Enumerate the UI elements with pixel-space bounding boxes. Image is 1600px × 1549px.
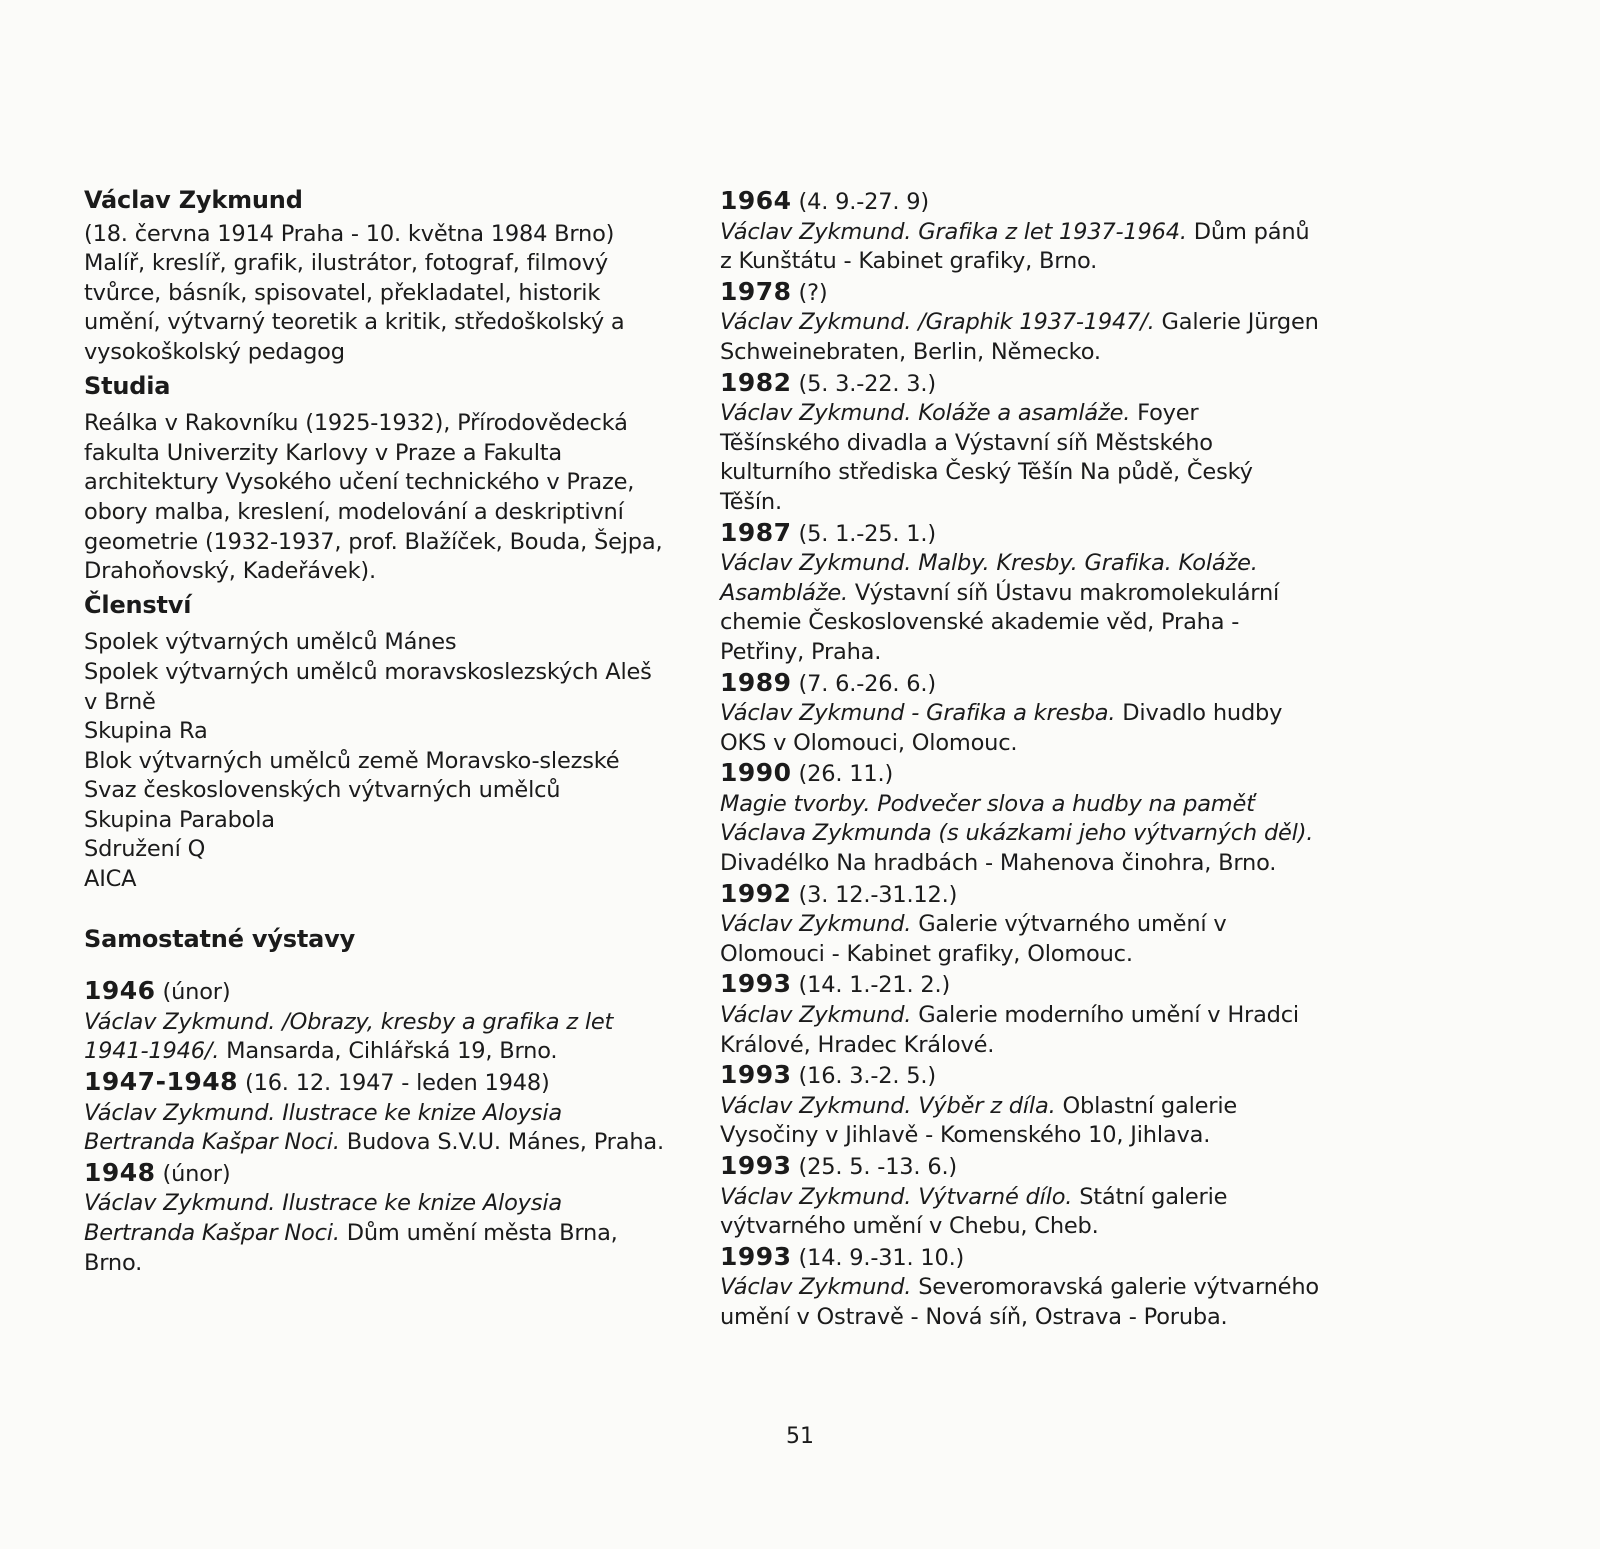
exhibition-date: (16. 3.-2. 5.)	[791, 1063, 936, 1090]
exhibition-date: (3. 12.-31.12.)	[791, 881, 958, 908]
exhibition-title: Václav Zykmund. /Graphik 1937-1947/.	[720, 309, 1155, 336]
exhibition-venue: Galerie výtvarného umění v Olomouci - Kabinet grafiky, Olomouc.	[720, 911, 1227, 967]
exhibition-year: 1993	[720, 1060, 792, 1090]
exhibition-date: (únor)	[155, 979, 231, 1006]
membership-item: Sdružení Q	[84, 836, 206, 863]
exhibition-year: 1964	[720, 186, 792, 215]
studia-text: Reálka v Rakovníku (1925-1932), Přírodovědecká fakulta Univerzity Karlovy v Praze a Fakulta architektury Vysokého učení technického v Praze, obory malba, kreslení, modelování a deskriptivní geometrie (1932-1937, prof. Blažíček, Bouda, Šejpa, Drahoňovský, Kadeřávek).	[84, 410, 663, 585]
exhibition-entry	[720, 518, 1320, 668]
exhibition-year: 1978	[720, 276, 792, 306]
exhibition-date: (únor)	[155, 1160, 231, 1187]
exhibition-entry	[720, 1242, 1320, 1333]
exhibition-year: 1993	[720, 1241, 792, 1271]
exhibition-entry	[720, 668, 1320, 759]
exhibition-venue: Galerie Jürgen Schweinebraten, Berlin, Německo.	[720, 309, 1319, 365]
exhibition-date: (5. 1.-25. 1.)	[791, 520, 936, 547]
exhibition-venue: Mansarda, Cihlářská 19, Brno.	[219, 1038, 558, 1065]
membership-item: Skupina Parabola	[84, 806, 275, 833]
exhibition-venue: Dům umění města Brna, Brno.	[84, 1220, 618, 1276]
exhibition-venue: Severomoravská galerie výtvarného umění v Ostravě - Nová síň, Ostrava - Poruba.	[720, 1274, 1319, 1330]
exhibition-date: (14. 1.-21. 2.)	[791, 972, 951, 999]
studia-heading: Studia	[84, 371, 171, 400]
exhibition-title: Václav Zykmund. Ilustrace ke knize Aloysia Bertranda Kašpar Noci.	[84, 1190, 562, 1246]
exhibition-date: (?)	[791, 279, 828, 306]
exhibition-date: (5. 3.-22. 3.)	[791, 370, 936, 397]
exhibition-year: 1948	[84, 1157, 156, 1187]
exhibition-entry	[720, 758, 1320, 878]
exhibition-title: Václav Zykmund - Grafika a kresba.	[720, 700, 1116, 727]
membership-list	[84, 628, 664, 894]
exhibition-year: 1946	[84, 976, 156, 1006]
membership-item: Svaz československých výtvarných umělců	[84, 777, 561, 804]
exhibition-date: (4. 9.-27. 9)	[791, 189, 929, 215]
exhibition-entry	[720, 879, 1320, 970]
exhibition-venue: Dům pánů z Kunštátu - Kabinet grafiky, Brno.	[720, 218, 1310, 275]
exhibition-entry	[84, 1158, 664, 1278]
exhibition-entry	[720, 186, 1320, 277]
membership-item: AICA	[84, 866, 137, 893]
exhibition-title: Václav Zykmund. Malby. Kresby. Grafika. Koláže. Asambláže.	[720, 550, 1258, 606]
exhibition-title: Magie tvorby. Podvečer slova a hudby na paměť Václava Zykmunda (s ukázkami jeho výtvarných děl).	[720, 790, 1314, 847]
exhibition-date: (7. 6.-26. 6.)	[791, 670, 936, 697]
exhibition-year: 1982	[720, 367, 792, 397]
clenstvi-heading: Členství	[84, 590, 192, 619]
exhibition-venue: Státní galerie výtvarného umění v Chebu, Cheb.	[720, 1183, 1228, 1240]
exhibition-title: Václav Zykmund.	[720, 1274, 912, 1301]
membership-item: Spolek výtvarných umělců Mánes	[84, 629, 457, 656]
exhibition-title: Václav Zykmund.	[720, 911, 912, 938]
exhibition-venue: Oblastní galerie Vysočiny v Jihlavě - Komenského 10, Jihlava.	[720, 1092, 1238, 1149]
exhibition-year: 1987	[720, 517, 792, 547]
exhibition-title: Václav Zykmund. Koláže a asamláže.	[720, 400, 1131, 427]
exhibition-entry	[720, 969, 1320, 1060]
membership-item: Spolek výtvarných umělců moravskoslezských Aleš v Brně	[84, 658, 652, 715]
exhibition-date: (14. 9.-31. 10.)	[791, 1244, 965, 1271]
exhibition-venue: Divadlo hudby OKS v Olomouci, Olomouc.	[720, 700, 1283, 756]
exhibition-entry	[720, 368, 1320, 518]
exhibition-year: 1947-1948	[84, 1067, 239, 1097]
exhibition-entry	[84, 976, 664, 1067]
exhibition-entry	[720, 1151, 1320, 1242]
left-column	[84, 186, 664, 1278]
vystavy-heading: Samostatné výstavy	[84, 924, 356, 953]
exhibition-year: 1990	[720, 758, 792, 788]
exhibition-venue: Galerie moderního umění v Hradci Králové, Hradec Králové.	[720, 1002, 1299, 1058]
exhibition-title: Václav Zykmund. Výběr z díla.	[720, 1092, 1056, 1119]
right-column	[720, 186, 1320, 1333]
exhibition-title: Václav Zykmund.	[720, 1002, 912, 1029]
membership-item: Skupina Ra	[84, 718, 208, 745]
exhibition-date: (25. 5. -13. 6.)	[791, 1154, 957, 1180]
exhibition-date: (26. 11.)	[791, 761, 894, 788]
exhibition-venue: Divadélko Na hradbách - Mahenova činohra, Brno.	[720, 850, 1277, 877]
exhibition-venue: Budova S.V.U. Mánes, Praha.	[339, 1129, 664, 1156]
exhibition-title: Václav Zykmund. Grafika z let 1937-1964.	[720, 218, 1187, 245]
exhibition-date: (16. 12. 1947 - leden 1948)	[238, 1070, 550, 1097]
exhibition-year: 1993	[720, 1151, 792, 1180]
exhibition-venue: Výstavní síň Ústavu makromolekulární chemie Československé akademie věd, Praha - Petřiny, Praha.	[720, 579, 1280, 665]
exhibition-entry	[720, 1060, 1320, 1151]
exhibition-venue: Foyer Těšínského divadla a Výstavní síň Městského kulturního střediska Český Těšín Na půdě, Český Těšín.	[720, 400, 1253, 515]
page-number: 51	[786, 1424, 814, 1449]
exhibition-year: 1992	[720, 878, 792, 908]
exhibition-title: Václav Zykmund. Ilustrace ke knize Aloysia Bertranda Kašpar Noci.	[84, 1099, 562, 1156]
exhibition-title: Václav Zykmund. /Obrazy, kresby a grafika z let 1941-1946/.	[84, 1008, 614, 1065]
exhibition-entry	[84, 1067, 664, 1158]
exhibition-year: 1989	[720, 667, 792, 697]
exhibition-title: Václav Zykmund. Výtvarné dílo.	[720, 1183, 1073, 1210]
membership-item: Blok výtvarných umělců země Moravsko-slezské	[84, 747, 620, 774]
exhibition-year: 1993	[720, 969, 792, 999]
artist-bio: (18. června 1914 Praha - 10. května 1984 Brno) Malíř, kreslíř, grafik, ilustrátor, fotograf, filmový tvůrce, básník, spisovatel, překladatel, historik umění, výtvarný teoretik a kritik, středoškolský a vysokoškolský pedagog	[84, 220, 625, 365]
exhibition-entry	[720, 277, 1320, 368]
artist-name: Václav Zykmund	[84, 186, 303, 214]
